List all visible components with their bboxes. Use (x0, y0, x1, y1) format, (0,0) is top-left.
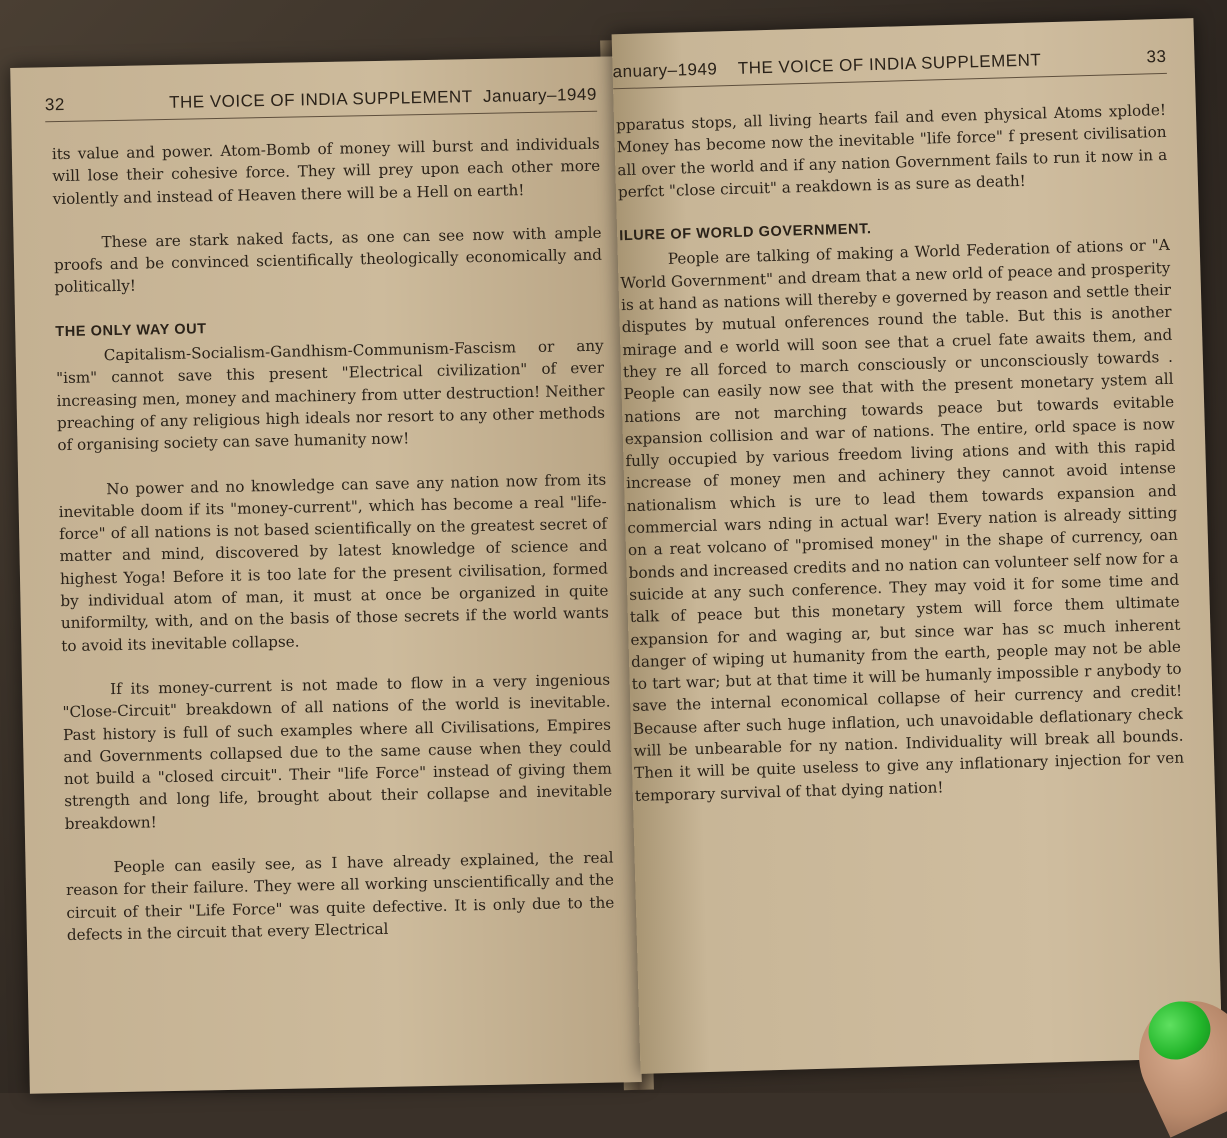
right-page-body (616, 99, 1186, 829)
paragraph: People are talking of making a World Federation of ations or "A World Government" and dream that a new orld of peace and prosperity is at hand as nations will thereby e governed by reason and settle their disputes by mutual onferences round the table. But this is another mirage and e world will soon see that a cruel fate awaits them, and they re all forced to march consciously or unconsciously towards . People can easily now see that with the present monetary ystem all nations are not marching towards peace but towards evitable expansion collision and war of nations. The entire, orld space is now fully occupied by various freedom living ations and with this rapid increase of money men and achinery they cannot avoid intense nationalism which is ure to lead them towards expansion and commercial wars nding in actual war! Every nation is already sitting on a reat volcano of "promised money" in the shape of currency, oan bonds and increased credits and no nation can volunteer self now for a suicide at any such conference. They may void it for some time and talk of peace but this monetary ystem will force them ultimate expansion for and waging ar, but since war has sc much inherent danger of wiping ut humanity from the earth, people may not be able to tart war; but at that time it will be humanly impossible r anybody to save the internal economical collapse of heir currency and credit! Because after such huge inflation, uch unavoidable deflationary check will be unbearable for ny nation. Individuality will break all bounds. Then it will be quite useless to give any inflationary injection for ven temporary survival of that dying nation! (620, 236, 1185, 805)
issue-date: anuary–1949 (612, 59, 718, 82)
paragraph: pparatus stops, all living hearts fail and even physical Atoms xplode! Money has become now the inevitable "life force" f present civilisation all over the world and if any nation Government fails to run it now in a perfct "close circuit" a reakdown is as sure as death! (615, 100, 1168, 202)
running-title: THE VOICE OF INDIA SUPPLEMENT (737, 50, 1042, 78)
right-page-header (612, 45, 1167, 89)
issue-date: January–1949 (482, 84, 598, 106)
page-number: 32 (44, 94, 66, 115)
paragraph: If its money-current is not made to flow in a very ingenious "Close-Circuit" breakdown of all nations of the world is inevitable. Past history is full of such examples where all Civilisations, Empires and Governments collapsed due to the same cause when they could not build a "closed circuit". Their "life Force" instead of giving them strength and long life, brought about their collapse and inevitable breakdown! (62, 670, 613, 833)
paragraph: No power and no knowledge can save any nation now from its inevitable doom if its "money-current", which has become a real "life-force" of all nations is not based scientifically on the greatest secret of matter and mind, discovered by latest knowledge of science and highest Yoga! Before it is too late for the present civilisation, formed by individual atom of man, it must at once be organized in quite uniformilty, with, and on the basis of those secrets if the world wants to avoid its inevitable collapse. (58, 470, 609, 655)
paragraph: Capitalism-Socialism-Gandhism-Communism-Fascism or any "ism" cannot save this present "Electrical civilization" of ever increasing men, money and machinery from utter destruction! Neither preaching of any religious high ideals nor resort to any other methods of organising society can save humanity now! (56, 336, 606, 455)
paragraph: These are stark naked facts, as one can see now with ample proofs and be convinced scientifically theologically economically and politically! (53, 223, 603, 297)
left-page-header (45, 83, 597, 123)
section-heading: ILURE OF WORLD GOVERNMENT. (619, 221, 872, 245)
left-page (10, 56, 642, 1094)
right-page (612, 18, 1223, 1074)
page-number: 33 (1146, 46, 1167, 67)
paragraph: its value and power. Atom-Bomb of money will burst and individuals will lose their cohesive force. They will prey upon each other more violently and instead of Heaven there will be a Hell on earth! (51, 134, 601, 208)
section-heading: THE ONLY WAY OUT (55, 321, 207, 340)
paragraph: People can easily see, as I have already explained, the real reason for their failure. They were all working unscientifically and the circuit of their "Life Force" was quite defective. It is only due to the defects in the circuit that every Electrical (65, 848, 615, 944)
left-page-body (52, 133, 616, 969)
running-title: THE VOICE OF INDIA SUPPLEMENT (168, 87, 473, 112)
